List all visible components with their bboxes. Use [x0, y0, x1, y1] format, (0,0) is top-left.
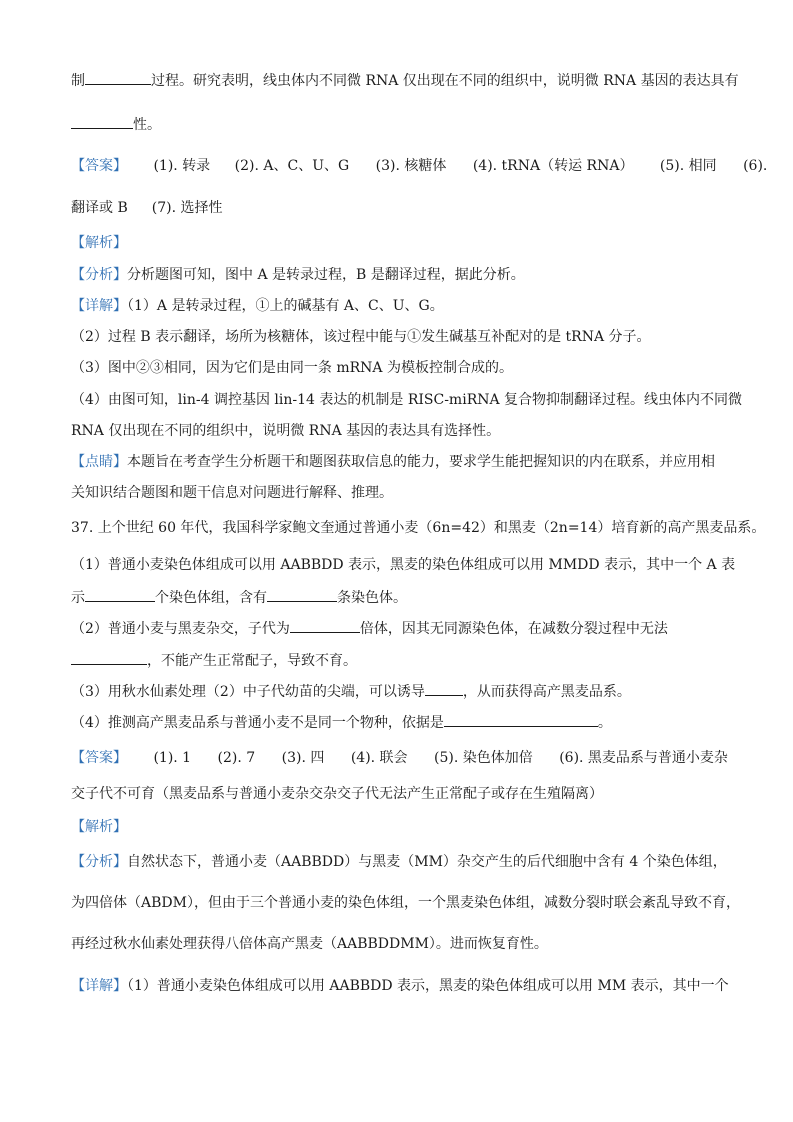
text-line: （3）图中②③相同，因为它们是由同一条 mRNA 为模板控制合成的。 [71, 360, 513, 376]
text: ，从而获得高产黑麦品系。 [462, 684, 631, 700]
answer-item: (2). 7 [217, 750, 256, 766]
text-line [71, 70, 739, 91]
answer-blank[interactable] [425, 681, 463, 696]
text: 示 [71, 590, 85, 606]
answer-item: (6). 黑麦品系与普通小麦杂 [559, 750, 728, 766]
answer-line [71, 156, 767, 176]
text-line [71, 852, 727, 872]
text-line [71, 114, 161, 135]
text-line: 关知识结合题图和题干信息对问题进行解释、推理。 [71, 485, 393, 501]
answer-item: 翻译或 B [71, 200, 128, 216]
text: 过程。研究表明，线虫体内不同微 RNA 仅出现在不同的组织中，说明微 RNA 基因的表达具有 [151, 73, 739, 89]
text: （1）A 是转录过程，①上的碱基有 A、C、U、G。 [127, 298, 444, 314]
answer-item: (6). [743, 158, 768, 174]
question-line [71, 681, 631, 702]
text-line [71, 452, 715, 472]
section-label: 【详解】 [71, 298, 127, 314]
text: 条染色体。 [337, 590, 407, 606]
text: （4）推测高产黑麦品系与普通小麦不是同一个物种，依据是 [71, 715, 444, 731]
text-line [71, 296, 444, 316]
section-heading: 【解析】 [71, 235, 127, 251]
answer-item: (1). 1 [153, 750, 192, 766]
text-line: RNA 仅出现在不同的组织中，说明微 RNA 基因的表达具有选择性。 [71, 423, 501, 439]
answer-line [71, 748, 728, 768]
text-line: 再经过秋水仙素处理获得八倍体高产黑麦（AABBDDMM）。进而恢复育性。 [71, 936, 548, 952]
question-title: 37. 上个世纪 60 年代，我国科学家鲍文奎通过普通小麦（6n=42）和黑麦（2n=14）培育新的高产黑麦品系。 [71, 520, 766, 536]
section-label: 【详解】 [71, 978, 127, 994]
text: 自然状态下，普通小麦（AABBDD）与黑麦（MM）杂交产生的后代细胞中含有 4 个染色体组， [127, 854, 727, 870]
answer-item: (3). 四 [281, 750, 325, 766]
section-label: 【分析】 [71, 267, 127, 283]
question-line [71, 650, 357, 671]
answer-blank[interactable] [85, 70, 151, 85]
text-line [71, 976, 729, 996]
question-line [71, 618, 668, 639]
answer-item: (7). 选择性 [151, 200, 223, 216]
answer-label: 【答案】 [71, 158, 127, 174]
text: ，不能产生正常配子，导致不育。 [147, 653, 357, 669]
text: 制 [71, 73, 85, 89]
answer-label: 【答案】 [71, 750, 127, 766]
answer-blank[interactable] [267, 587, 337, 602]
section-heading: 【解析】 [71, 819, 127, 835]
answer-blank[interactable] [71, 650, 147, 665]
question-line [71, 587, 407, 608]
text: （2）普通小麦与黑麦杂交，子代为 [71, 621, 290, 637]
text: 。 [597, 715, 612, 731]
question-line [71, 712, 612, 733]
answer-item: (1). 转录 [153, 158, 211, 174]
text: （3）用秋水仙素处理（2）中子代幼苗的尖端，可以诱导 [71, 684, 425, 700]
answer-line: 交子代不可育（黑麦品系与普通小麦杂交杂交子代无法产生正常配子或存在生殖隔离） [71, 786, 603, 802]
answer-blank[interactable] [71, 114, 133, 129]
section-label: 【点睛】 [71, 454, 127, 470]
text-line: 为四倍体（ABDM），但由于三个普通小麦的染色体组，一个黑麦染色体组，减数分裂时联会紊乱导致不育， [71, 895, 740, 911]
text-line: （2）过程 B 表示翻译，场所为核糖体，该过程中能与①发生碱基互补配对的是 tRNA 分子。 [71, 329, 651, 345]
answer-blank[interactable] [444, 712, 598, 727]
answer-item: (5). 染色体加倍 [434, 750, 533, 766]
text-line: （4）由图可知，lin-4 调控基因 lin-14 表达的机制是 RISC-miRNA 复合物抑制翻译过程。线虫体内不同微 [71, 392, 743, 408]
answer-blank[interactable] [85, 587, 155, 602]
text: 本题旨在考查学生分析题干和题图获取信息的能力，要求学生能把握知识的内在联系，并应用相 [127, 454, 715, 470]
answer-item: (4). 联会 [350, 750, 408, 766]
section-label: 【分析】 [71, 854, 127, 870]
answer-item: (2). A、C、U、G [234, 158, 350, 174]
text: 分析题图可知，图中 A 是转录过程，B 是翻译过程，据此分析。 [127, 267, 525, 283]
answer-item: (3). 核糖体 [375, 158, 447, 174]
answer-item: (5). 相同 [659, 158, 717, 174]
answer-line [71, 198, 222, 218]
text-line [71, 265, 525, 285]
answer-blank[interactable] [290, 618, 360, 633]
text: （1）普通小麦染色体组成可以用 AABBDD 表示，黑麦的染色体组成可以用 MM 表示，其中一个 [127, 978, 729, 994]
question-line: （1）普通小麦染色体组成可以用 AABBDD 表示，黑麦的染色体组成可以用 MMDD 表示，其中一个 A 表 [71, 557, 736, 573]
text: 个染色体组，含有 [155, 590, 267, 606]
answer-item: (4). tRNA（转运 RNA） [472, 158, 634, 174]
text: 倍体，因其无同源染色体，在减数分裂过程中无法 [359, 621, 668, 637]
text: 性。 [133, 117, 161, 133]
